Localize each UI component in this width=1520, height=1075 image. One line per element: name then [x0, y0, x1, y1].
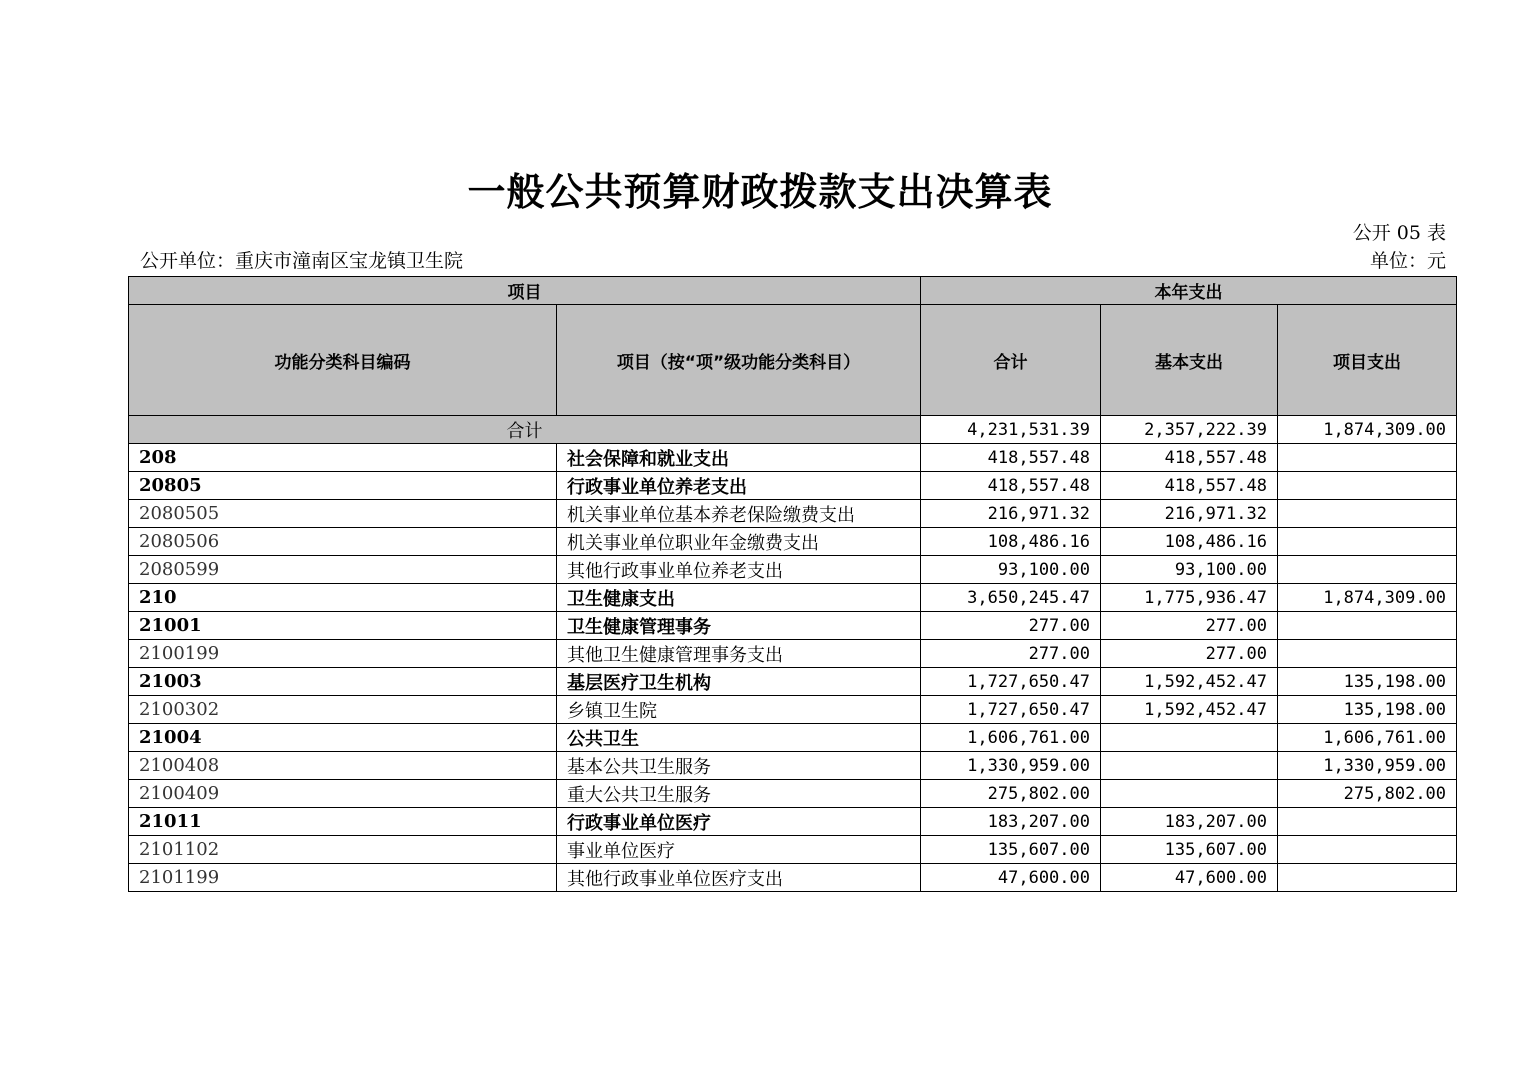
cell-name: 基层医疗卫生机构 [557, 668, 921, 696]
cell-basic: 93,100.00 [1101, 556, 1278, 584]
table-row [129, 724, 1457, 752]
cell-total: 216,971.32 [921, 500, 1101, 528]
cell-total: 275,802.00 [921, 780, 1101, 808]
header-group-project: 项目 [129, 277, 921, 305]
header-col-basic: 基本支出 [1101, 305, 1278, 416]
cell-total: 135,607.00 [921, 836, 1101, 864]
cell-name: 行政事业单位医疗 [557, 808, 921, 836]
cell-project: 135,198.00 [1278, 668, 1457, 696]
cell-basic [1101, 780, 1278, 808]
table-row [129, 668, 1457, 696]
cell-project [1278, 808, 1457, 836]
cell-code: 21004 [129, 724, 557, 752]
cell-project [1278, 472, 1457, 500]
cell-project [1278, 640, 1457, 668]
cell-project [1278, 444, 1457, 472]
total-cell-basic: 2,357,222.39 [1101, 416, 1278, 444]
header-column-row [129, 305, 1457, 416]
cell-total: 1,606,761.00 [921, 724, 1101, 752]
cell-name: 机关事业单位职业年金缴费支出 [557, 528, 921, 556]
table-row [129, 696, 1457, 724]
cell-code: 2080599 [129, 556, 557, 584]
cell-basic [1101, 752, 1278, 780]
header-col-name: 项目（按“项”级功能分类科目） [557, 305, 921, 416]
cell-project [1278, 836, 1457, 864]
cell-total: 1,330,959.00 [921, 752, 1101, 780]
cell-code: 2080505 [129, 500, 557, 528]
cell-name: 社会保障和就业支出 [557, 444, 921, 472]
cell-project: 1,874,309.00 [1278, 584, 1457, 612]
table-row [129, 472, 1457, 500]
cell-code: 21001 [129, 612, 557, 640]
cell-basic: 418,557.48 [1101, 444, 1278, 472]
cell-total: 277.00 [921, 612, 1101, 640]
cell-basic: 135,607.00 [1101, 836, 1278, 864]
cell-basic: 1,592,452.47 [1101, 668, 1278, 696]
cell-project [1278, 612, 1457, 640]
total-row [129, 416, 1457, 444]
cell-code: 21003 [129, 668, 557, 696]
total-cell-project: 1,874,309.00 [1278, 416, 1457, 444]
header-col-code: 功能分类科目编码 [129, 305, 557, 416]
cell-name: 其他卫生健康管理事务支出 [557, 640, 921, 668]
cell-code: 208 [129, 444, 557, 472]
form-code: 公开 05 表 [1352, 222, 1446, 244]
cell-total: 3,650,245.47 [921, 584, 1101, 612]
cell-total: 418,557.48 [921, 444, 1101, 472]
cell-basic: 108,486.16 [1101, 528, 1278, 556]
cell-code: 2100409 [129, 780, 557, 808]
cell-name: 乡镇卫生院 [557, 696, 921, 724]
header-group-row [129, 277, 1457, 305]
cell-name: 其他行政事业单位医疗支出 [557, 864, 921, 892]
cell-name: 其他行政事业单位养老支出 [557, 556, 921, 584]
cell-total: 418,557.48 [921, 472, 1101, 500]
cell-code: 2101102 [129, 836, 557, 864]
cell-project: 1,606,761.00 [1278, 724, 1457, 752]
header-group-year: 本年支出 [921, 277, 1457, 305]
cell-code: 2100302 [129, 696, 557, 724]
cell-name: 公共卫生 [557, 724, 921, 752]
cell-basic: 418,557.48 [1101, 472, 1278, 500]
cell-code: 21011 [129, 808, 557, 836]
cell-total: 47,600.00 [921, 864, 1101, 892]
table-row [129, 612, 1457, 640]
cell-total: 93,100.00 [921, 556, 1101, 584]
cell-project [1278, 864, 1457, 892]
table-row [129, 752, 1457, 780]
reporting-unit: 公开单位：重庆市潼南区宝龙镇卫生院 [140, 250, 464, 272]
report-title: 一般公共预算财政拨款支出决算表 [467, 169, 1053, 214]
header-col-project: 项目支出 [1278, 305, 1457, 416]
cell-project [1278, 556, 1457, 584]
total-cell-total: 4,231,531.39 [921, 416, 1101, 444]
cell-code: 2101199 [129, 864, 557, 892]
cell-name: 事业单位医疗 [557, 836, 921, 864]
header-col-total: 合计 [921, 305, 1101, 416]
currency-unit: 单位：元 [1369, 250, 1446, 272]
table-body [129, 416, 1457, 892]
table-row [129, 556, 1457, 584]
cell-basic: 216,971.32 [1101, 500, 1278, 528]
cell-total: 277.00 [921, 640, 1101, 668]
cell-basic: 47,600.00 [1101, 864, 1278, 892]
total-label: 合计 [129, 416, 921, 444]
cell-basic: 277.00 [1101, 640, 1278, 668]
cell-name: 重大公共卫生服务 [557, 780, 921, 808]
cell-code: 20805 [129, 472, 557, 500]
table-row [129, 528, 1457, 556]
cell-name: 卫生健康支出 [557, 584, 921, 612]
cell-basic [1101, 724, 1278, 752]
cell-code: 2100199 [129, 640, 557, 668]
cell-name: 机关事业单位基本养老保险缴费支出 [557, 500, 921, 528]
cell-basic: 183,207.00 [1101, 808, 1278, 836]
expenditure-table [128, 276, 1457, 892]
cell-project: 135,198.00 [1278, 696, 1457, 724]
cell-code: 2080506 [129, 528, 557, 556]
cell-total: 183,207.00 [921, 808, 1101, 836]
table-row [129, 500, 1457, 528]
cell-total: 1,727,650.47 [921, 668, 1101, 696]
cell-code: 2100408 [129, 752, 557, 780]
cell-basic: 277.00 [1101, 612, 1278, 640]
cell-name: 卫生健康管理事务 [557, 612, 921, 640]
cell-name: 行政事业单位养老支出 [557, 472, 921, 500]
cell-total: 1,727,650.47 [921, 696, 1101, 724]
cell-project [1278, 528, 1457, 556]
cell-total: 108,486.16 [921, 528, 1101, 556]
table-row [129, 808, 1457, 836]
table-row [129, 640, 1457, 668]
table-row [129, 584, 1457, 612]
cell-project [1278, 500, 1457, 528]
cell-code: 210 [129, 584, 557, 612]
cell-project: 1,330,959.00 [1278, 752, 1457, 780]
table-row [129, 836, 1457, 864]
cell-basic: 1,775,936.47 [1101, 584, 1278, 612]
table-row [129, 780, 1457, 808]
table-row [129, 444, 1457, 472]
table-row [129, 864, 1457, 892]
cell-project: 275,802.00 [1278, 780, 1457, 808]
cell-name: 基本公共卫生服务 [557, 752, 921, 780]
cell-basic: 1,592,452.47 [1101, 696, 1278, 724]
